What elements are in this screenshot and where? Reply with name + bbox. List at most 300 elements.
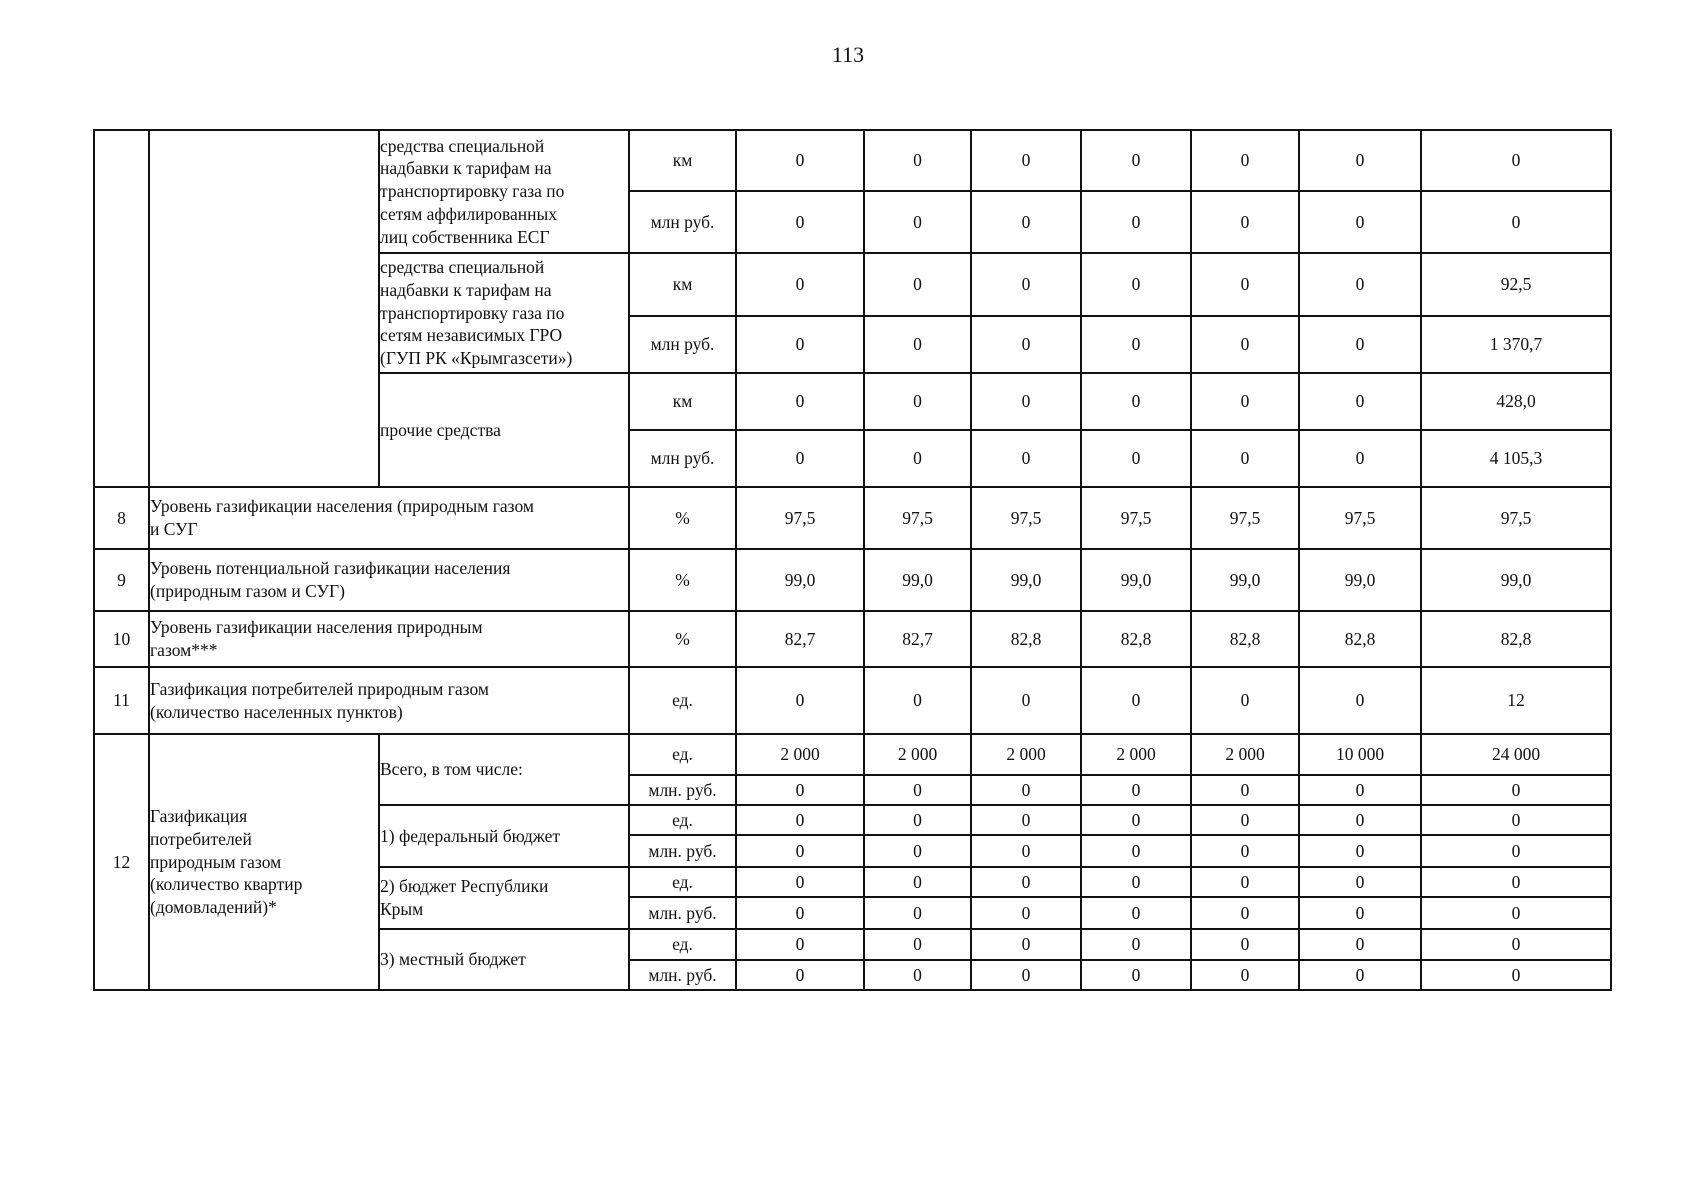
value-cell (864, 734, 971, 775)
value-cell-text: 0 (1131, 871, 1141, 892)
value-cell-text: 2 000 (897, 744, 938, 765)
value-cell-text: 0 (1511, 902, 1521, 923)
value-cell-text: 0 (1355, 274, 1365, 295)
value-cell (864, 130, 971, 191)
value-cell (1081, 734, 1191, 775)
value-cell-text: 99,0 (1500, 569, 1532, 590)
value-cell-text: 0 (913, 934, 922, 955)
value-cell (864, 775, 971, 805)
value-cell (971, 835, 1081, 867)
row-number-text: 12 (112, 851, 131, 872)
value-cell (1299, 430, 1421, 487)
unit-cell (629, 734, 736, 775)
row-number-cell (94, 130, 149, 487)
value-cell-text: 0 (1511, 840, 1521, 861)
unit-cell-text: млн руб. (650, 211, 715, 232)
value-cell-text: 0 (795, 809, 805, 830)
value-cell (1421, 667, 1611, 734)
value-cell-text: 0 (913, 391, 922, 412)
value-cell (1421, 130, 1611, 191)
row-number-text: 10 (112, 628, 131, 649)
value-cell (1191, 897, 1299, 929)
funding-source-label-text: прочие средства (380, 419, 501, 440)
value-cell (1299, 191, 1421, 253)
table-row (94, 611, 1611, 667)
value-cell-text: 0 (795, 840, 805, 861)
value-cell-text: 0 (795, 211, 805, 232)
value-cell-text: 0 (913, 964, 922, 985)
value-cell-text: 0 (1021, 871, 1031, 892)
value-cell (864, 805, 971, 835)
value-cell-text: 2 000 (1116, 744, 1156, 765)
value-cell-text: 0 (1511, 211, 1521, 232)
value-cell (971, 253, 1081, 316)
value-cell-text: 0 (1355, 150, 1365, 171)
value-cell-text: 0 (1131, 334, 1141, 355)
unit-cell-text: ед. (672, 744, 693, 765)
value-cell-text: 0 (1240, 274, 1250, 295)
value-cell-text: 0 (1131, 690, 1141, 711)
value-cell (1081, 667, 1191, 734)
indicator-label-text: Уровень газификации населения природным газом*** (150, 617, 483, 660)
value-cell-text: 0 (1355, 690, 1365, 711)
value-cell-text: 0 (1021, 902, 1031, 923)
value-cell-text: 97,5 (784, 507, 816, 528)
value-cell (1421, 549, 1611, 611)
budget-source-label-text: 3) местный бюджет (380, 949, 526, 970)
value-cell-text: 82,7 (902, 628, 933, 649)
value-cell (1299, 897, 1421, 929)
funding-source-label (379, 253, 629, 373)
value-cell-text: 0 (795, 779, 805, 800)
value-cell-text: 97,5 (902, 507, 933, 528)
value-cell-text: 0 (1355, 448, 1365, 469)
value-cell-text: 0 (1021, 150, 1031, 171)
unit-cell (629, 835, 736, 867)
unit-cell-text: млн. руб. (648, 779, 717, 800)
value-cell (736, 734, 864, 775)
budget-source-label-text: Всего, в том числе: (380, 759, 523, 780)
value-cell-text: 0 (1131, 150, 1141, 171)
unit-cell-text: ед. (672, 871, 693, 892)
value-cell (1421, 191, 1611, 253)
value-cell-text: 0 (913, 448, 922, 469)
value-cell-text: 0 (913, 871, 922, 892)
unit-cell (629, 897, 736, 929)
value-cell (1191, 960, 1299, 990)
value-cell-text: 0 (1355, 391, 1365, 412)
value-cell-text: 0 (1355, 840, 1365, 861)
value-cell-text: 2 000 (1006, 744, 1046, 765)
table-row (94, 734, 1611, 775)
value-cell (971, 316, 1081, 373)
value-cell (971, 929, 1081, 960)
value-cell (1191, 430, 1299, 487)
funding-source-label-text: средства специальной надбавки к тарифам на транспортировку газа по сетям аффилированных лиц собственника ЕСГ (380, 135, 565, 247)
value-cell (971, 897, 1081, 929)
value-cell (1081, 430, 1191, 487)
value-cell (1081, 775, 1191, 805)
value-cell (864, 667, 971, 734)
value-cell (1081, 549, 1191, 611)
value-cell (864, 487, 971, 549)
unit-cell (629, 487, 736, 549)
value-cell-text: 0 (913, 211, 922, 232)
value-cell (1421, 316, 1611, 373)
row-number-text: 9 (117, 569, 126, 590)
value-cell (971, 805, 1081, 835)
value-cell (1081, 487, 1191, 549)
value-cell-text: 0 (795, 934, 805, 955)
unit-cell (629, 373, 736, 430)
value-cell (1081, 191, 1191, 253)
value-cell-text: 99,0 (1010, 569, 1042, 590)
value-cell-text: 12 (1507, 690, 1525, 711)
value-cell (1081, 867, 1191, 897)
value-cell-text: 82,8 (1010, 628, 1042, 649)
value-cell-text: 0 (1355, 934, 1365, 955)
value-cell-text: 2 000 (780, 744, 820, 765)
unit-cell-text: млн руб. (650, 334, 715, 355)
value-cell-text: 0 (1240, 964, 1250, 985)
value-cell-text: 0 (1021, 690, 1031, 711)
value-cell (736, 549, 864, 611)
value-cell (1421, 835, 1611, 867)
indicator-label-text: Газификация потребителей природным газом (количество населенных пунктов) (150, 678, 489, 722)
value-cell-text: 0 (795, 150, 805, 171)
value-cell-text: 97,5 (1344, 507, 1376, 528)
value-cell (1081, 835, 1191, 867)
value-cell (864, 929, 971, 960)
indicator-label-text: Газификация потребителей природным газом (количество квартир (домовладений)* (150, 806, 303, 918)
value-cell-text: 0 (913, 690, 922, 711)
value-cell (1191, 191, 1299, 253)
unit-cell (629, 316, 736, 373)
value-cell-text: 82,8 (1229, 628, 1261, 649)
unit-cell-text: км (672, 391, 693, 412)
budget-source-label (379, 805, 629, 867)
value-cell (864, 867, 971, 897)
value-cell-text: 92,5 (1500, 274, 1532, 295)
value-cell-text: 0 (795, 964, 805, 985)
value-cell-text: 0 (1355, 334, 1365, 355)
unit-cell-text: % (675, 628, 690, 649)
value-cell (1299, 960, 1421, 990)
value-cell-text: 0 (1131, 809, 1141, 830)
value-cell (736, 611, 864, 667)
table-row (94, 130, 1611, 191)
row-number-text: 8 (117, 507, 126, 528)
value-cell (971, 487, 1081, 549)
value-cell (971, 373, 1081, 430)
value-cell (1081, 316, 1191, 373)
value-cell (1299, 611, 1421, 667)
value-cell (1191, 611, 1299, 667)
value-cell (736, 805, 864, 835)
funding-source-label (379, 373, 629, 487)
value-cell (1299, 775, 1421, 805)
value-cell (864, 373, 971, 430)
value-cell-text: 0 (1511, 779, 1521, 800)
row-number-text: 11 (113, 690, 130, 711)
value-cell (971, 775, 1081, 805)
value-cell (1191, 253, 1299, 316)
value-cell-text: 0 (1240, 809, 1250, 830)
value-cell-text: 97,5 (1120, 507, 1152, 528)
value-cell (1421, 867, 1611, 897)
value-cell (971, 867, 1081, 897)
value-cell (1421, 775, 1611, 805)
value-cell-text: 0 (1021, 211, 1031, 232)
value-cell (1421, 960, 1611, 990)
value-cell-text: 428,0 (1496, 391, 1536, 412)
value-cell-text: 99,0 (1229, 569, 1261, 590)
value-cell-text: 0 (1131, 779, 1141, 800)
row-number (94, 487, 149, 549)
value-cell (1421, 734, 1611, 775)
value-cell-text: 0 (1021, 391, 1031, 412)
value-cell-text: 0 (1131, 274, 1141, 295)
value-cell-text: 0 (795, 334, 805, 355)
value-cell (1421, 897, 1611, 929)
value-cell-text: 82,7 (784, 628, 816, 649)
row-number (94, 549, 149, 611)
value-cell-text: 0 (1240, 391, 1250, 412)
indicator-label-text: Уровень потенциальной газификации населения (природным газом и СУГ) (150, 558, 511, 601)
value-cell-text: 0 (1355, 871, 1365, 892)
value-cell-text: 0 (913, 274, 922, 295)
unit-cell-text: км (672, 274, 693, 295)
unit-cell-text: млн. руб. (648, 964, 717, 985)
value-cell (1299, 487, 1421, 549)
unit-cell-text: ед. (672, 809, 693, 830)
indicator-label-text: Уровень газификации населения (природным газом и СУГ (150, 496, 534, 539)
value-cell-text: 0 (1511, 964, 1521, 985)
value-cell-text: 0 (795, 871, 805, 892)
unit-cell (629, 805, 736, 835)
value-cell-text: 0 (1131, 934, 1141, 955)
value-cell-text: 0 (1240, 871, 1250, 892)
value-cell (1191, 929, 1299, 960)
value-cell (1191, 487, 1299, 549)
value-cell-text: 0 (1240, 902, 1250, 923)
value-cell (736, 960, 864, 990)
value-cell-text: 0 (1021, 448, 1031, 469)
value-cell-text: 4 105,3 (1489, 448, 1543, 469)
indicator-label (149, 549, 629, 611)
value-cell (1299, 835, 1421, 867)
budget-source-label-text: 2) бюджет Республики Крым (380, 876, 549, 919)
budget-source-label-text: 1) федеральный бюджет (380, 825, 561, 846)
value-cell (736, 929, 864, 960)
unit-cell (629, 611, 736, 667)
value-cell (1191, 373, 1299, 430)
value-cell-text: 0 (1021, 934, 1031, 955)
value-cell (1081, 897, 1191, 929)
value-cell-text: 0 (1240, 334, 1250, 355)
value-cell-text: 99,0 (902, 569, 933, 590)
value-cell (736, 430, 864, 487)
value-cell-text: 0 (795, 274, 805, 295)
value-cell-text: 0 (1021, 840, 1031, 861)
indicator-table (93, 129, 1612, 991)
value-cell-text: 0 (1021, 779, 1031, 800)
value-cell-text: 0 (913, 779, 922, 800)
value-cell (1081, 130, 1191, 191)
value-cell (1081, 805, 1191, 835)
unit-cell-text: ед. (672, 934, 693, 955)
value-cell (736, 667, 864, 734)
value-cell (736, 316, 864, 373)
value-cell (1421, 611, 1611, 667)
unit-cell-text: % (675, 507, 690, 528)
value-cell-text: 97,5 (1010, 507, 1042, 528)
unit-cell (629, 667, 736, 734)
unit-cell (629, 867, 736, 897)
value-cell (971, 960, 1081, 990)
value-cell-text: 0 (913, 902, 922, 923)
value-cell (1299, 667, 1421, 734)
value-cell (1191, 316, 1299, 373)
value-cell (1299, 805, 1421, 835)
value-cell-text: 0 (1240, 690, 1250, 711)
value-cell (971, 430, 1081, 487)
value-cell-text: 82,8 (1344, 628, 1376, 649)
unit-cell (629, 929, 736, 960)
value-cell (1081, 373, 1191, 430)
value-cell (1421, 929, 1611, 960)
unit-cell-text: ед. (672, 690, 693, 711)
value-cell-text: 0 (1511, 809, 1521, 830)
value-cell-text: 0 (1131, 964, 1141, 985)
value-cell (1299, 316, 1421, 373)
value-cell-text: 0 (795, 902, 805, 923)
value-cell (1421, 430, 1611, 487)
value-cell (1081, 960, 1191, 990)
table-row (94, 549, 1611, 611)
value-cell (864, 960, 971, 990)
value-cell-text: 0 (913, 334, 922, 355)
value-cell (864, 430, 971, 487)
value-cell (1421, 253, 1611, 316)
value-cell (1191, 734, 1299, 775)
value-cell (736, 191, 864, 253)
value-cell (736, 867, 864, 897)
unit-cell (629, 253, 736, 316)
unit-cell (629, 549, 736, 611)
table-row (94, 667, 1611, 734)
value-cell-text: 99,0 (1344, 569, 1376, 590)
value-cell (1299, 130, 1421, 191)
value-cell-text: 0 (1021, 334, 1031, 355)
value-cell (864, 835, 971, 867)
unit-cell (629, 130, 736, 191)
unit-cell (629, 960, 736, 990)
value-cell (1081, 611, 1191, 667)
unit-cell-text: млн. руб. (648, 902, 717, 923)
value-cell-text: 82,8 (1120, 628, 1152, 649)
table-row (94, 487, 1611, 549)
value-cell-text: 10 000 (1335, 744, 1385, 765)
value-cell (971, 549, 1081, 611)
unit-cell (629, 775, 736, 805)
value-cell (864, 253, 971, 316)
value-cell (1421, 487, 1611, 549)
value-cell (736, 775, 864, 805)
indicator-label (149, 611, 629, 667)
value-cell (1299, 867, 1421, 897)
unit-cell-text: млн руб. (650, 448, 715, 469)
unit-cell-text: % (675, 569, 690, 590)
budget-source-label (379, 734, 629, 805)
value-cell-text: 0 (913, 809, 922, 830)
value-cell (1299, 734, 1421, 775)
value-cell-text: 0 (1240, 934, 1250, 955)
indicator-name-cell (149, 130, 379, 487)
indicator-label (149, 667, 629, 734)
value-cell-text: 0 (1021, 809, 1031, 830)
value-cell-text: 0 (1240, 779, 1250, 800)
value-cell (864, 316, 971, 373)
value-cell (1191, 130, 1299, 191)
value-cell-text: 0 (1240, 448, 1250, 469)
value-cell-text: 0 (1021, 274, 1031, 295)
value-cell (1191, 835, 1299, 867)
value-cell (1081, 929, 1191, 960)
value-cell-text: 0 (913, 150, 922, 171)
indicator-label (149, 487, 629, 549)
value-cell-text: 24 000 (1491, 744, 1541, 765)
page-number: 113 (831, 42, 865, 67)
value-cell (864, 549, 971, 611)
value-cell (736, 373, 864, 430)
value-cell (1299, 549, 1421, 611)
value-cell (1191, 549, 1299, 611)
value-cell-text: 0 (1131, 448, 1141, 469)
value-cell-text: 0 (1511, 934, 1521, 955)
value-cell-text: 0 (1131, 840, 1141, 861)
value-cell (1421, 805, 1611, 835)
value-cell-text: 0 (1131, 902, 1141, 923)
value-cell-text: 0 (1355, 211, 1365, 232)
row-number (94, 611, 149, 667)
value-cell (864, 897, 971, 929)
value-cell (736, 835, 864, 867)
value-cell (1191, 775, 1299, 805)
value-cell (1299, 929, 1421, 960)
value-cell (864, 611, 971, 667)
value-cell (971, 667, 1081, 734)
value-cell (736, 897, 864, 929)
budget-source-label (379, 867, 629, 929)
value-cell (1191, 667, 1299, 734)
value-cell-text: 0 (1240, 211, 1250, 232)
value-cell (1191, 867, 1299, 897)
value-cell-text: 0 (795, 448, 805, 469)
value-cell-text: 82,8 (1500, 628, 1532, 649)
value-cell (971, 734, 1081, 775)
value-cell-text: 0 (1355, 902, 1365, 923)
value-cell (971, 191, 1081, 253)
value-cell-text: 0 (1240, 150, 1250, 171)
unit-cell (629, 191, 736, 253)
value-cell-text: 0 (1021, 964, 1031, 985)
value-cell-text: 0 (1511, 871, 1521, 892)
value-cell (1299, 373, 1421, 430)
value-cell (971, 130, 1081, 191)
value-cell-text: 0 (1131, 211, 1141, 232)
value-cell-text: 0 (913, 840, 922, 861)
